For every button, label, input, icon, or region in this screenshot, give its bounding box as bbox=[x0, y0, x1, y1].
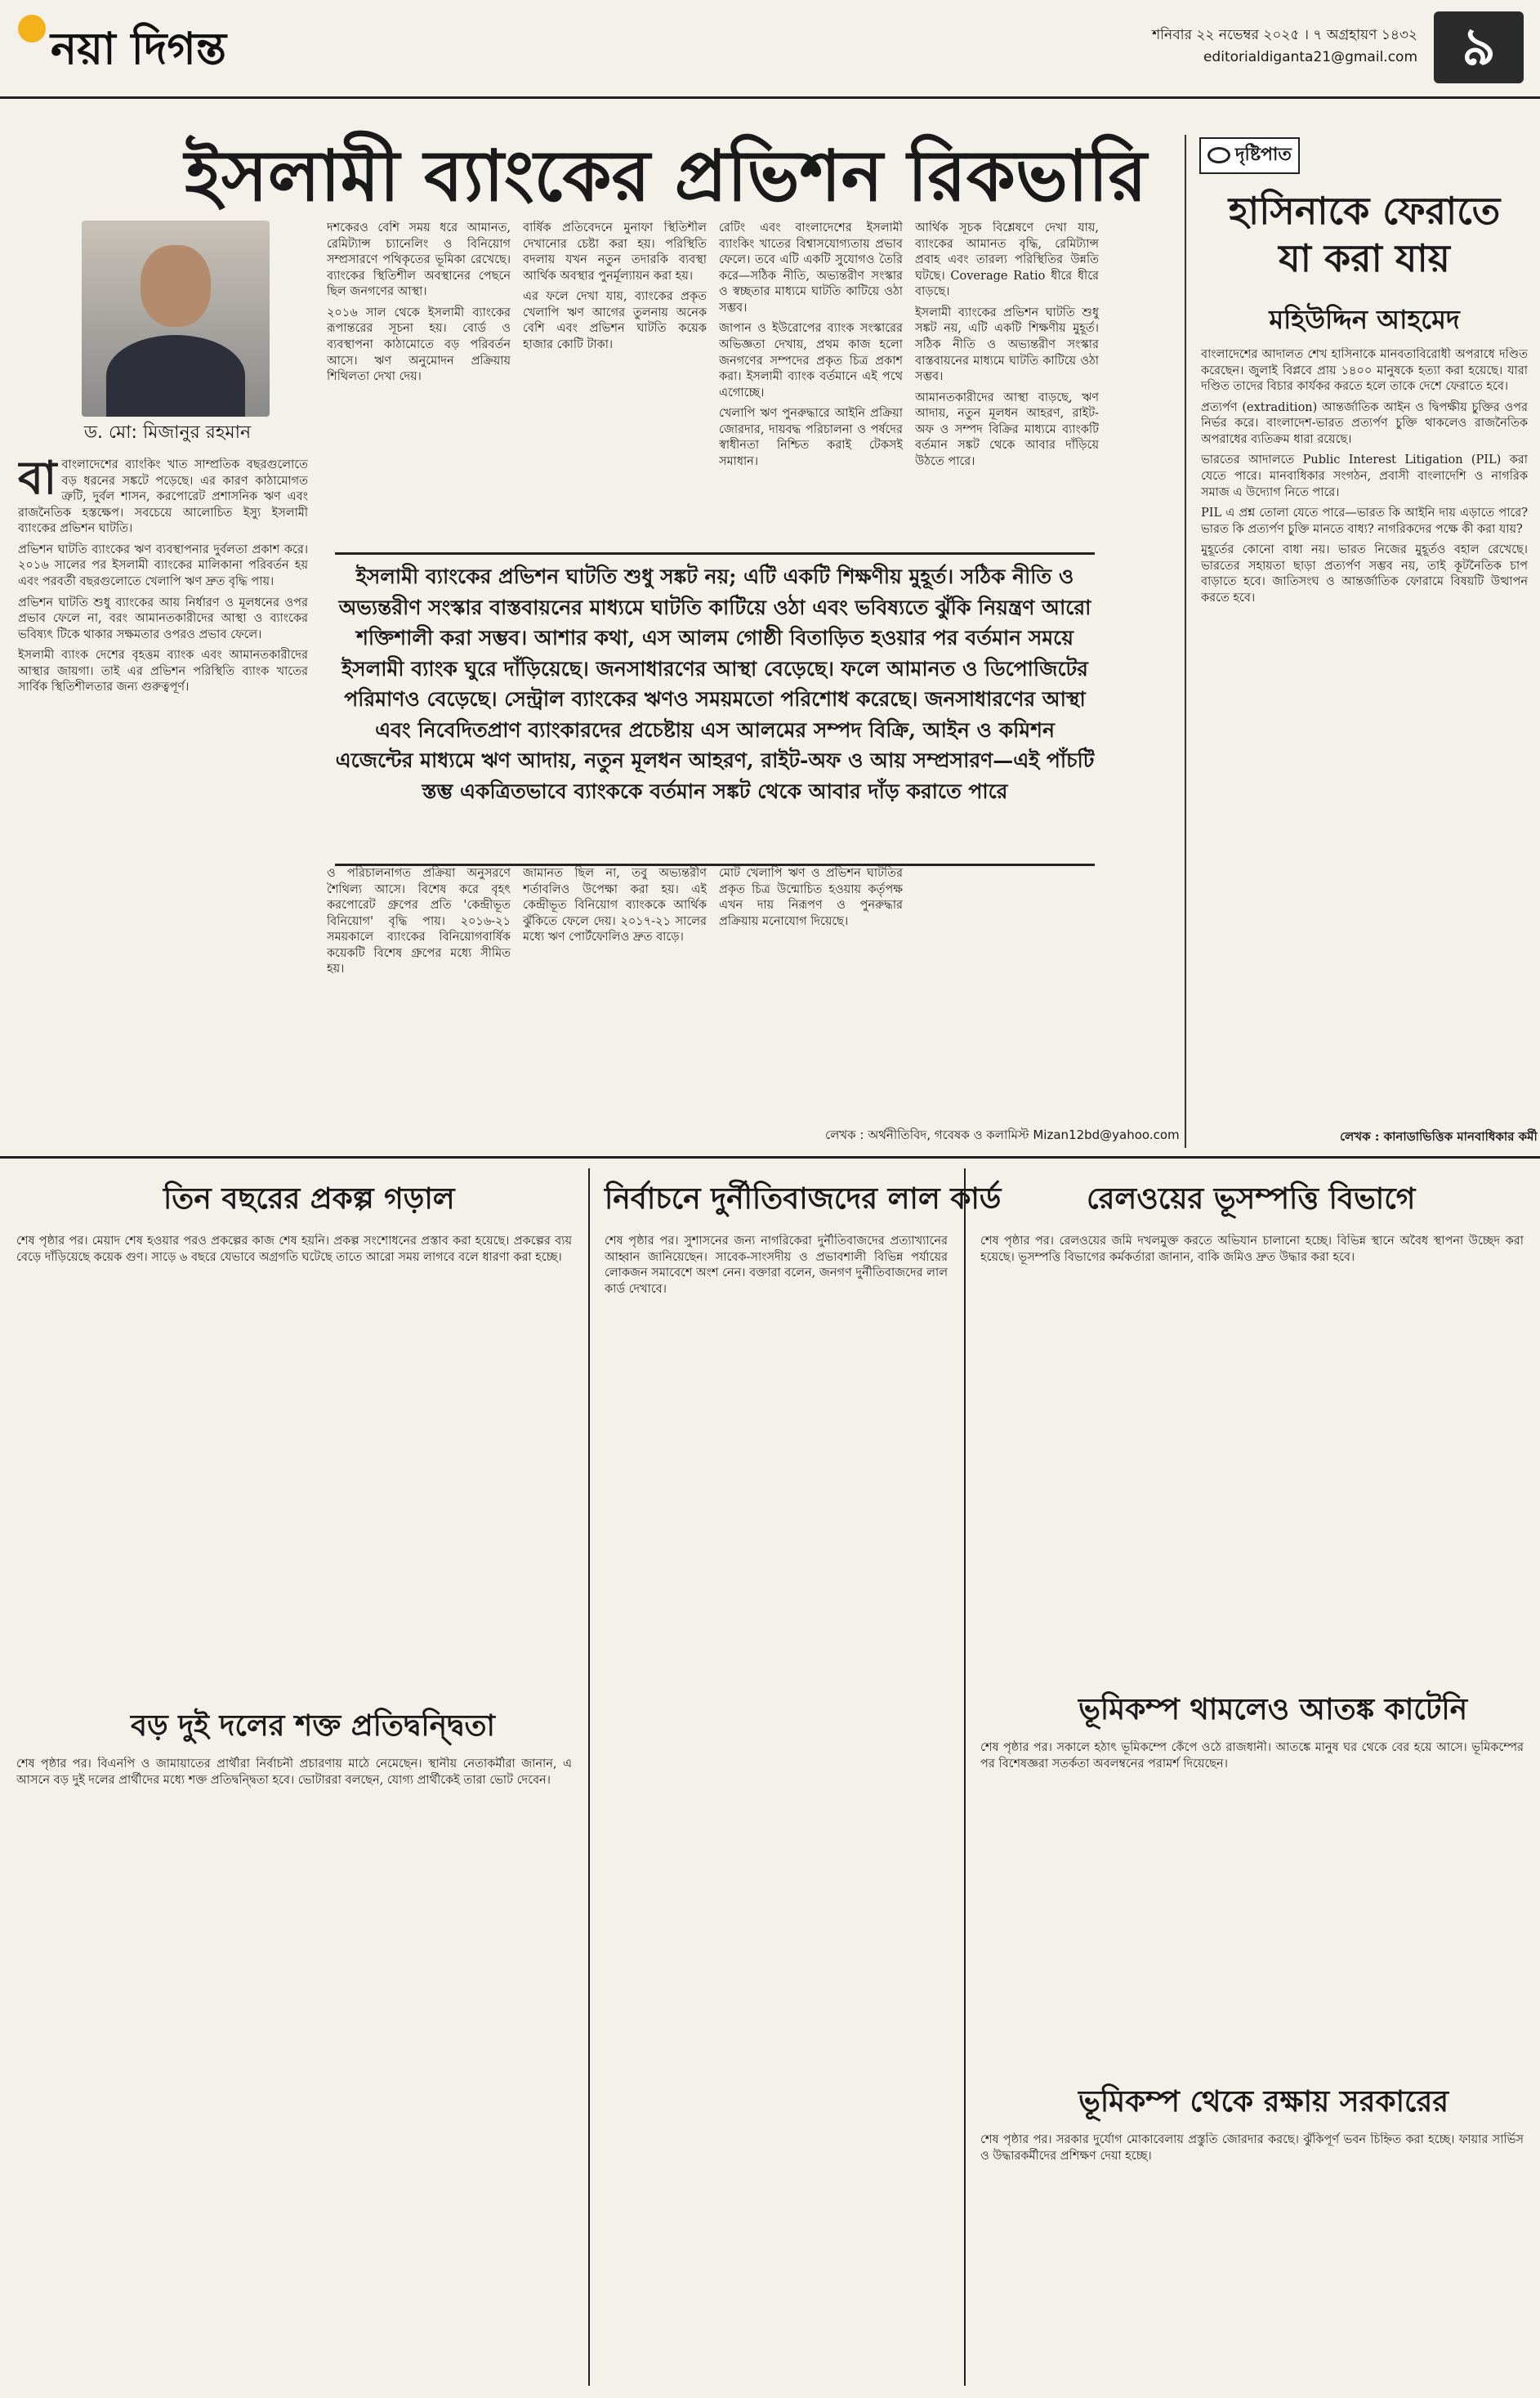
paragraph: প্রভিশন ঘাটতি শুধু ব্যাংকের আয় নির্ধারণ ও মূলধনের ওপর প্রভাব ফেলে না, বরং আমানতকারীদের আস্থা ও ব্যাংকের ভবিষ্যৎ টিকে থাকার সক্ষমতার ওপরও প্রভাব ফেলে। bbox=[18, 596, 308, 641]
article-headline: ভূমিকম্প থামলেও আতঙ্ক কাটেনি bbox=[1078, 1693, 1468, 1726]
article-headline: তিন বছরের প্রকল্প গড়াল bbox=[163, 1182, 455, 1216]
article-body: শেষ পৃষ্ঠার পর। মেয়াদ শেষ হওয়ার পরও প্রকল্পের কাজ শেষ হয়নি। প্রকল্প সংশোধনের প্রস্তাব করা হয়েছে। প্রকল্পের ব্যয় বেড়ে দাঁড়িয়েছে কয়েক গুণ। সাড়ে ৬ বছরে যেভাবে অগ্রগতি ঘটেছে তাতে আরো সময় লাগবে বলে ধারণা করা হচ্ছে। bbox=[16, 1235, 572, 1264]
paragraph: মুহূর্তের কোনো বাধা নয়। ভারত নিজের মুহূর্তও বহাল রেখেছে। ভারতের সহায়তা ছাড়া প্রত্যর্পণ সম্ভব নয়, তাই কূটনৈতিক চাপ বাড়াতে হবে। জাতিসংঘ ও আন্তর্জাতিক ফোরামে বিষয়টি উত্থাপন করতে হবে। bbox=[1201, 543, 1528, 605]
article-body: শেষ পৃষ্ঠার পর। রেলওয়ের জমি দখলমুক্ত করতে অভিযান চালানো হচ্ছে। বিভিন্ন স্থানে অবৈধ স্থাপনা উচ্ছেদ করা হয়েছে। ভূসম্পত্তি বিভাগের কর্মকর্তারা জানান, বাকি জমিও দ্রুত উদ্ধার করা হবে। bbox=[980, 1235, 1524, 1264]
article-column-2-lower: ও পরিচালনাগত প্রক্রিয়া অনুসরণে শৈথিল্য আসে। বিশেষ করে বৃহৎ করপোরেট গ্রুপের প্রতি 'কেন্দ্রীভূত বিনিয়োগ' বৃদ্ধি পায়। ২০১৬-২১ সময়কালে ব্যাংকের বিনিয়োগবার্ষিক কয়েকটি বিশেষ গ্রুপের মধ্যে সীমিত হয়। bbox=[327, 867, 511, 976]
paragraph: প্রত্যর্পণ (extradition) আন্তর্জাতিক আইন ও দ্বিপক্ষীয় চুক্তির ওপর নির্ভর করে। বাংলাদেশ-ভারত প্রত্যর্পণ চুক্তি থাকলেও রাজনৈতিক অপরাধের ব্যতিক্রম ধারা রয়েছে। bbox=[1201, 400, 1528, 446]
main-headline: ইসলামী ব্যাংকের প্রভিশন রিকভারি bbox=[185, 136, 1147, 217]
article-headline: নির্বাচনে দুর্নীতিবাজদের লাল কার্ড bbox=[605, 1182, 1002, 1216]
masthead bbox=[0, 0, 1540, 99]
paragraph: বাংলাদেশের আদালত শেখ হাসিনাকে মানবতাবিরোধী অপরাধে দণ্ডিত করেছেন। জুলাই বিপ্লবে প্রায় ১৪০০ মানুষকে হত্যা করা হয়েছে। যারা দণ্ডিত তাদের বিচার কার্যকর করতে হলে তাকে দেশে ফেরাতে হবে। bbox=[1201, 348, 1528, 394]
paragraph: রেটিং এবং বাংলাদেশের ইসলামী ব্যাংকিং খাতের বিশ্বাসযোগ্যতায় প্রভাব ফেলে। তবে এটি একটি সুযোগও তৈরি করে—সঠিক নীতি, অভ্যন্তরীণ সংস্কার ও স্বচ্ছতার মাধ্যমে ঘাটতি কাটিয়ে ওঠা সম্ভব। bbox=[719, 221, 903, 315]
article-headline: ভূমিকম্প থেকে রক্ষায় সরকারের bbox=[1078, 2085, 1449, 2119]
article-column-2 bbox=[327, 221, 511, 543]
sidebar-text bbox=[1201, 347, 1528, 1115]
sun-icon bbox=[18, 15, 46, 42]
paragraph: ২০১৬ সাল থেকে ইসলামী ব্যাংকের রূপান্তরের সূচনা হয়। বোর্ড ও ব্যবস্থাপনা কাঠামোতে বড় পরিবর্তন আসে। ঋণ অনুমোদন প্রক্রিয়ায় শিথিলতা দেখা দেয়। bbox=[327, 306, 511, 384]
drop-cap: বা bbox=[18, 458, 57, 505]
writer-email[interactable]: Mizan12bd@yahoo.com bbox=[1033, 1128, 1180, 1142]
article-headline: বড় দুই দলের শক্ত প্রতিদ্বন্দ্বিতা bbox=[131, 1709, 495, 1743]
paragraph: আমানতকারীদের আস্থা বাড়ছে, ঋণ আদায়, নতুন মূলধন আহরণ, রাইট-অফ ও সম্পদ বিক্রির মাধ্যমে ব্যাংকটি বর্তমান সঙ্কট থেকে আবার দাঁড়িয়ে উঠতে পারে। bbox=[915, 391, 1099, 468]
writer-note: লেখক : অর্থনীতিবিদ, গবেষক ও কলামিস্ট Mizan12bd@yahoo.com bbox=[825, 1128, 1180, 1142]
sidebar-writer-note: লেখক : কানাডাভিত্তিক মানবাধিকার কর্মী bbox=[1340, 1129, 1538, 1144]
article-column-4-lower: মোট খেলাপি ঋণ ও প্রভিশন ঘাটতির প্রকৃত চিত্র উন্মোচিত হওয়ায় কর্তৃপক্ষ এখন দায় নিরূপণ ও পুনরুদ্ধার প্রক্রিয়ায় মনোযোগ দিয়েছে। bbox=[719, 867, 903, 928]
article-body: শেষ পৃষ্ঠার পর। সরকার দুর্যোগ মোকাবেলায় প্রস্তুতি জোরদার করছে। ঝুঁকিপূর্ণ ভবন চিহ্নিত করা হচ্ছে। ফায়ার সার্ভিস ও উদ্ধারকর্মীদের প্রশিক্ষণ দেয়া হচ্ছে। bbox=[980, 2133, 1524, 2163]
column-divider bbox=[964, 1168, 966, 2386]
paragraph: ইসলামী ব্যাংকের প্রভিশন ঘাটতি শুধু সঙ্কট নয়, এটি একটি শিক্ষণীয় মুহূর্ত। সঠিক নীতি ও অভ্যন্তরীণ সংস্কার বাস্তবায়নের মাধ্যমে ঘাটতি কাটিয়ে ওঠা সম্ভব। bbox=[915, 306, 1099, 384]
article-column-4 bbox=[719, 221, 903, 543]
paragraph: দশকেরও বেশি সময় ধরে আমানত, রেমিট্যান্স চ্যানেলিং ও বিনিয়োগ সম্প্রসারণে পথিকৃতের ভূমিকা রেখেছে। ব্যাংকের স্থিতিশীল অবস্থানের পেছনে ছিল জনগণের আস্থা। bbox=[327, 221, 511, 299]
page-number: ৯ bbox=[1434, 11, 1524, 83]
dateline bbox=[1152, 25, 1417, 69]
paragraph: প্রভিশন ঘাটতি ব্যাংকের ঋণ ব্যবস্থাপনার দুর্বলতা প্রকাশ করে। ২০১৬ সালের পর ইসলামী ব্যাংকের মালিকানা পরিবর্তন হয় এবং পরবর্তী বছরগুলোতে খেলাপি ঋণ দ্রুত বৃদ্ধি পায়। bbox=[18, 543, 308, 588]
paragraph: ইসলামী ব্যাংক দেশের বৃহত্তম ব্যাংক এবং আমানতকারীদের আস্থার জায়গা। তাই এর প্রভিশন পরিস্থিতি ব্যাংক খাতের সার্বিক স্থিতিশীলতার জন্য গুরুত্বপূর্ণ। bbox=[18, 649, 308, 694]
issue-date: শনিবার ২২ নভেম্বর ২০২৫ । ৭ অগ্রহায়ণ ১৪৩২ bbox=[1152, 27, 1417, 43]
article-body: শেষ পৃষ্ঠার পর। সকালে হঠাৎ ভূমিকম্পে কেঁপে ওঠে রাজধানী। আতঙ্কে মানুষ ঘর থেকে বের হয়ে আসে। ভূমিকম্পের পর বিশেষজ্ঞরা সতর্কতা অবলম্বনের পরামর্শ দিয়েছেন। bbox=[980, 1741, 1524, 1771]
sidebar-author: মহিউদ্দিন আহমেদ bbox=[1269, 304, 1460, 335]
newspaper-logo[interactable]: নয়া দিগন্ত bbox=[18, 15, 226, 88]
article-body: শেষ পৃষ্ঠার পর। বিএনপি ও জামায়াতের প্রার্থীরা নির্বাচনী প্রচারণায় মাঠে নেমেছেন। স্থানীয় নেতাকর্মীরা জানান, এ আসনে বড় দুই দলের প্রার্থীদের মধ্যে শক্ত প্রতিদ্বন্দ্বিতা হবে। ভোটাররা বলছেন, যোগ্য প্রার্থীকেই তারা ভোট দেবেন। bbox=[16, 1757, 572, 1787]
paragraph: বাবাংলাদেশের ব্যাংকিং খাত সাম্প্রতিক বছরগুলোতে বড় ধরনের সঙ্কটে পড়েছে। এর কারণ কাঠামোগত ত্রুটি, দুর্বল শাসন, করপোরেট প্রশাসনিক ঋণ এবং রাজনৈতিক হস্তক্ষেপ। সবচেয়ে আলোচিত ইস্যু ইসলামী ব্যাংকের প্রভিশন ঘাটতি। bbox=[18, 458, 308, 536]
author-photo bbox=[82, 221, 270, 417]
paragraph: বার্ষিক প্রতিবেদনে মুনাফা স্থিতিশীল দেখানোর চেষ্টা করা হয়। পরিস্থিতি বদলায় যখন নতুন তদারকি ব্যবস্থা আর্থিক অবস্থার পুনর্মূল্যায়ন করা হয়। bbox=[523, 221, 707, 283]
column-divider bbox=[588, 1168, 590, 2386]
paragraph: খেলাপি ঋণ পুনরুদ্ধারে আইনি প্রক্রিয়া জোরদার, দায়বদ্ধ পরিচালনা ও পর্ষদের স্বাধীনতা নিশ্চিত করাই টেকসই সমাধান। bbox=[719, 407, 903, 468]
paragraph: PIL এ প্রশ্ন তোলা যেতে পারে—ভারত কি আইনি দায় এড়াতে পারে? ভারত কি প্রত্যর্পণ চুক্তি মানতে বাধ্য? নাগরিকদের পক্ষে কী করা যায়? bbox=[1201, 507, 1528, 536]
author-byline: ড. মো: মিজানুর রহমান bbox=[83, 422, 252, 443]
section-tag: দৃষ্টিপাত bbox=[1199, 137, 1300, 174]
section-divider bbox=[0, 1156, 1540, 1159]
editorial-email[interactable]: editorialdiganta21@gmail.com bbox=[1203, 49, 1417, 66]
article-body: শেষ পৃষ্ঠার পর। সুশাসনের জন্য নাগরিকেরা দুর্নীতিবাজদের প্রত্যাখ্যানের আহ্বান জানিয়েছেন। সাবেক-সাংসদীয় ও প্রভাবশালী বিভিন্ন পর্যায়ের লোকজন সমাবেশে অংশ নেন। বক্তারা বলেন, জনগণ দুর্নীতিবাজদের লাল কার্ড দেখাবে। bbox=[605, 1235, 948, 1296]
paragraph: ভারতের আদালতে Public Interest Litigation (PIL) করা যেতে পারে। মানবাধিকার সংগঠন, প্রবাসী বাংলাদেশি ও নাগরিক সমাজ এ উদ্যোগ নিতে পারে। bbox=[1201, 453, 1528, 499]
article-column-3-lower: জামানত ছিল না, তবু অভ্যন্তরীণ শর্তাবলিও উপেক্ষা করা হয়। এই কেন্দ্রীভূত বিনিয়োগ ব্যাংককে আর্থিক ঝুঁকিতে ফেলে দেয়। ২০১৭-২১ সালের মধ্যে ঋণ পোর্টফোলিও দ্রুত বাড়ে। bbox=[523, 867, 707, 944]
paragraph: জাপান ও ইউরোপের ব্যাংক সংস্কারের অভিজ্ঞতা দেখায়, প্রথম কাজ হলো জনগণের সম্পদের প্রকৃত চিত্র প্রকাশ করা। ইসলামী ব্যাংক বর্তমানে এই পথে এগোচ্ছে। bbox=[719, 322, 903, 400]
article-headline: রেলওয়ের ভূসম্পত্তি বিভাগে bbox=[1087, 1182, 1416, 1216]
eye-icon bbox=[1207, 147, 1230, 163]
paragraph: আর্থিক সূচক বিশ্লেষণে দেখা যায়, ব্যাংকের আমানত বৃদ্ধি, রেমিট্যান্স প্রবাহ এবং তারল্য পরিস্থিতির উন্নতি ঘটছে। Coverage Ratio ধীরে ধীরে বাড়ছে। bbox=[915, 221, 1099, 299]
article-column-1 bbox=[18, 458, 308, 1144]
pull-quote: ইসলামী ব্যাংকের প্রভিশন ঘাটতি শুধু সঙ্কট নয়; এটি একটি শিক্ষণীয় মুহূর্ত। সঠিক নীতি ও অভ্যন্তরীণ সংস্কার বাস্তবায়নের মাধ্যমে ঘাটতি কাটিয়ে ওঠা এবং ভবিষ্যতে ঝুঁকি নিয়ন্ত্রণ আরো শক্তিশালী করা সম্ভব। আশার কথা, এস আলম গোষ্ঠী বিতাড়িত হওয়ার পর বর্তমান সময়ে ইসলামী ব্যাংক ঘুরে দাঁড়িয়েছে। জনসাধারণের আস্থা বেড়েছে। ফলে আমানত ও ডিপোজিটের পরিমাণও বেড়েছে। সেন্ট্রাল ব্যাংকের ঋণও সময়মতো পরিশোধ করেছে। জনসাধারণের আস্থা এবং নিবেদিতপ্রাণ ব্যাংকারদের প্রচেষ্টায় এস আলমের সম্পদ বিক্রি, আইন ও কমিশন এজেন্টের মাধ্যমে ঋণ আদায়, নতুন মূলধন আহরণ, রাইট-অফ ও আয় সম্প্রসারণ—এই পাঁচটি স্তম্ভ একত্রিতভাবে ব্যাংককে বর্তমান সঙ্কট থেকে আবার দাঁড় করাতে পারে bbox=[335, 552, 1095, 866]
article-column-3 bbox=[523, 221, 707, 543]
paragraph: এর ফলে দেখা যায়, ব্যাংকের প্রকৃত খেলাপি ঋণ আগের তুলনায় অনেক বেশি এবং প্রভিশন ঘাটতি কয়েক হাজার কোটি টাকা। bbox=[523, 290, 707, 351]
sidebar-headline: হাসিনাকে ফেরাতে যা করা যায় bbox=[1228, 189, 1501, 280]
